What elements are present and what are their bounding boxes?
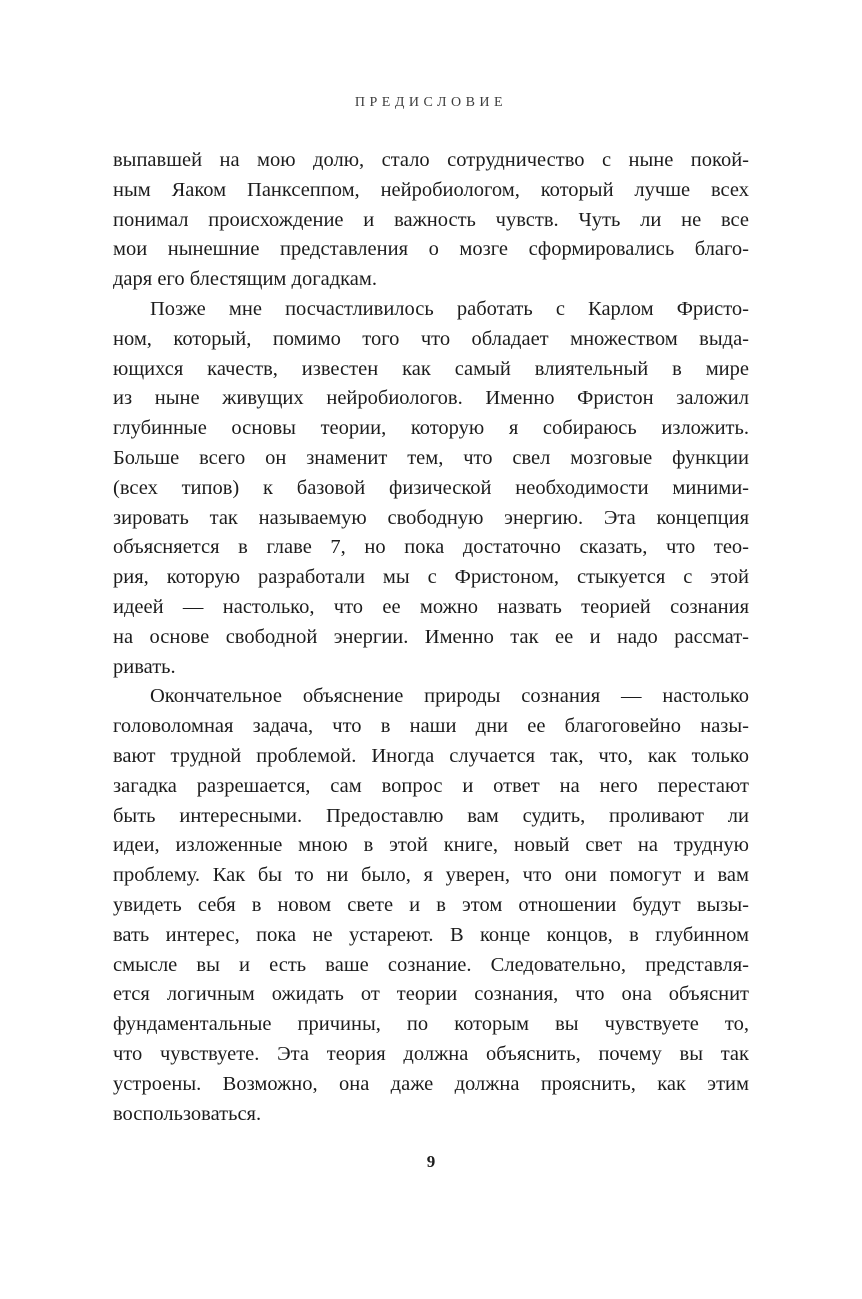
text-line: смысле вы и есть ваше сознание. Следовательно, представля- — [113, 953, 749, 976]
text-line: фундаментальные причины, по которым вы чувствуете то, — [113, 1013, 749, 1036]
text-line: идеей — настолько, что ее можно назвать теорией сознания — [113, 595, 749, 618]
text-line: на основе свободной энергии. Именно так ее и надо рассмат- — [113, 625, 749, 648]
page-number: 9 — [426, 1152, 436, 1171]
text-line: ном, который, помимо того что обладает множеством выда- — [113, 327, 749, 350]
text-line: зировать так называемую свободную энергию. Эта концепция — [113, 506, 749, 529]
text-line: понимал происхождение и важность чувств. Чуть ли не все — [113, 208, 749, 231]
text-line: ривать. — [113, 655, 176, 678]
text-line: мои нынешние представления о мозге сформировались благо- — [113, 238, 749, 261]
text-line: (всех типов) к базовой физической необходимости миними- — [113, 476, 749, 499]
text-line: что чувствуете. Эта теория должна объяснить, почему вы так — [113, 1042, 749, 1065]
text-line: устроены. Возможно, она даже должна прояснить, как этим — [113, 1072, 749, 1095]
text-line: даря его блестящим догадкам. — [113, 268, 377, 291]
text-line: увидеть себя в новом свете и в этом отношении будут вызы- — [113, 893, 749, 916]
paragraph — [113, 682, 749, 1129]
paragraph — [113, 146, 749, 295]
text-line: идеи, изложенные мною в этой книге, новый свет на трудную — [113, 834, 749, 857]
text-line: проблему. Как бы то ни было, я уверен, что они помогут и вам — [113, 864, 749, 887]
text-line: из ныне живущих нейробиологов. Именно Фристон заложил — [113, 387, 749, 410]
text-line: Позже мне посчастливилось работать с Карлом Фристо- — [150, 297, 749, 320]
text-line: ющихся качеств, известен как самый влиятельный в мире — [113, 357, 749, 380]
paragraph — [113, 295, 749, 682]
text-line: рия, которую разработали мы с Фристоном, стыкуется с этой — [113, 566, 749, 589]
text-line: выпавшей на мою долю, стало сотрудничество с ныне покой- — [113, 149, 749, 171]
text-line: быть интересными. Предоставлю вам судить, проливают ли — [113, 804, 749, 827]
running-head: ПРЕДИСЛОВИЕ — [354, 95, 508, 110]
text-line: ным Яаком Панксеппом, нейробиологом, который лучше всех — [113, 178, 749, 201]
text-line: Окончательное объяснение природы сознания — настолько — [150, 685, 749, 708]
text-line: объясняется в главе 7, но пока достаточно сказать, что тео- — [113, 536, 749, 559]
text-line: глубинные основы теории, которую я собираюсь изложить. — [113, 417, 749, 440]
text-line: вать интерес, пока не устареют. В конце концов, в глубинном — [113, 923, 749, 946]
text-line: Больше всего он знаменит тем, что свел мозговые функции — [113, 446, 749, 469]
text-line: вают трудной проблемой. Иногда случается так, что, как только — [113, 744, 749, 767]
text-line: головоломная задача, что в наши дни ее благоговейно назы- — [113, 715, 749, 738]
text-line: ется логичным ожидать от теории сознания, что она объяснит — [113, 983, 749, 1006]
text-line: загадка разрешается, сам вопрос и ответ на него перестают — [113, 774, 749, 797]
body-text — [113, 146, 749, 1129]
text-line: воспользоваться. — [113, 1102, 262, 1125]
